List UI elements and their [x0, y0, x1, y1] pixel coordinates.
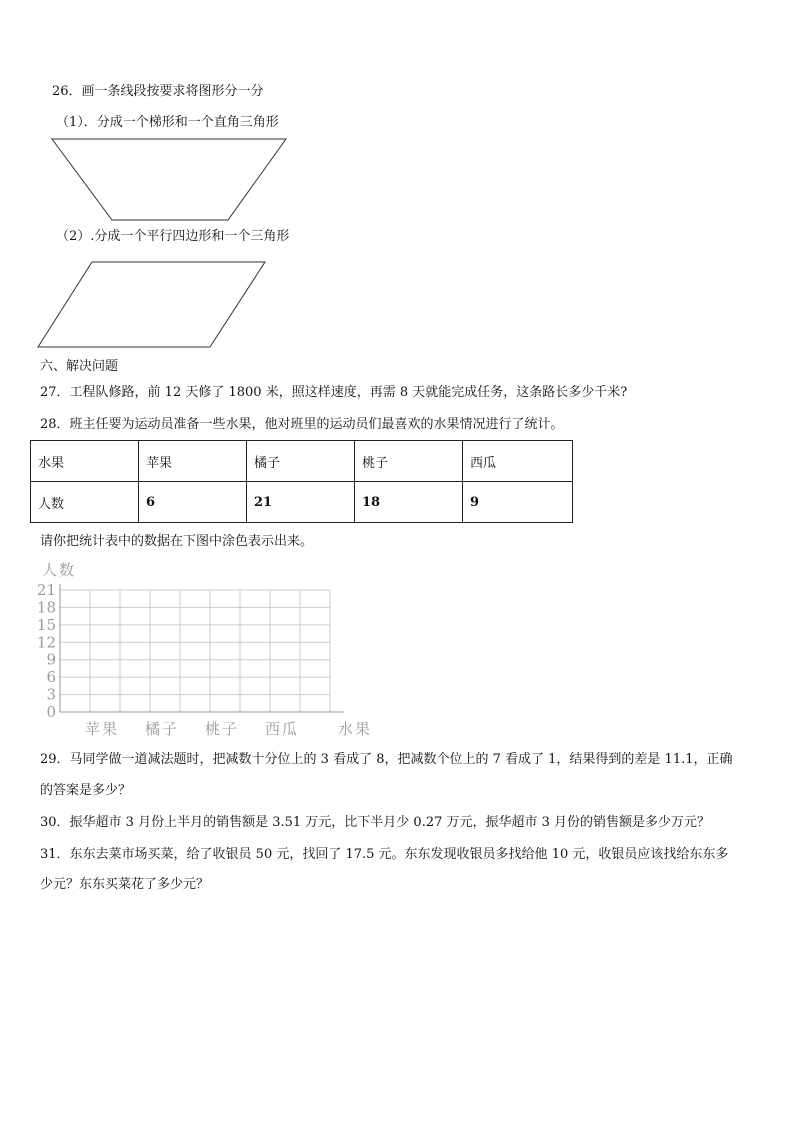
table-cell: 6	[139, 482, 247, 523]
table-row	[31, 482, 573, 523]
y-tick-label: 3	[46, 685, 56, 704]
table-cell: 桃子	[355, 441, 463, 482]
q31-line1: 31．东东去菜市场买菜，给了收银员 50 元，找回了 17.5 元。东东发现收银员多找给他 10 元，收银员应该找给东东多	[40, 847, 729, 862]
x-tick-label: 橘子	[144, 720, 180, 738]
y-tick-label: 21	[36, 581, 56, 599]
y-tick-label: 6	[46, 668, 56, 687]
bar-chart-grid	[30, 556, 390, 742]
x-tick-label: 桃子	[204, 720, 240, 738]
y-tick-label: 9	[46, 650, 56, 669]
y-tick-label: 12	[36, 633, 56, 652]
y-tick-label: 15	[36, 615, 56, 634]
table-cell: 9	[463, 482, 573, 523]
trapezoid-figure	[50, 136, 290, 226]
x-tick-label: 西瓜	[264, 720, 300, 738]
table-cell: 人数	[31, 482, 139, 523]
table-cell: 21	[247, 482, 355, 523]
table-cell: 苹果	[139, 441, 247, 482]
x-tick-label: 苹果	[84, 720, 120, 738]
q29-line2: 的答案是多少？	[40, 783, 132, 798]
q28-instruction: 请你把统计表中的数据在下图中涂色表示出来。	[40, 534, 314, 549]
q27-text: 27．工程队修路，前 12 天修了 1800 米，照这样速度，再需 8 天就能完成任务，这条路长多少千米?	[40, 385, 628, 400]
section-heading: 六、解决问题	[40, 359, 119, 374]
y-tick-label: 0	[46, 703, 56, 721]
table-cell: 18	[355, 482, 463, 523]
q26-title: 26．画一条线段按要求将图形分一分	[52, 84, 264, 99]
table-cell: 水果	[31, 441, 139, 482]
q26-part2: （2）.分成一个平行四边形和一个三角形	[56, 229, 290, 244]
stats-table	[30, 440, 573, 523]
q30-text: 30．振华超市 3 月份上半月的销售额是 3.51 万元，比下半月少 0.27 万元，振华超市 3 月份的销售额是多少万元？	[40, 815, 711, 830]
y-tick-label: 18	[36, 598, 56, 617]
q26-part1: （1）．分成一个梯形和一个直角三角形	[56, 115, 279, 130]
chart-xlabel: 水果	[338, 720, 373, 738]
parallelogram-figure	[36, 259, 268, 351]
table-cell: 橘子	[247, 441, 355, 482]
table-row	[31, 441, 573, 482]
q31-line2: 少元？东东买菜花了多少元？	[40, 877, 210, 892]
q28-text: 28．班主任要为运动员准备一些水果，他对班里的运动员们最喜欢的水果情况进行了统计。	[40, 417, 564, 432]
q29-line1: 29．马同学做一道减法题时，把减数十分位上的 3 看成了 8，把减数个位上的 7 看成了 1，结果得到的差是 11.1，正确	[40, 752, 733, 767]
table-cell: 西瓜	[463, 441, 573, 482]
chart-ylabel: 人数	[42, 561, 77, 579]
